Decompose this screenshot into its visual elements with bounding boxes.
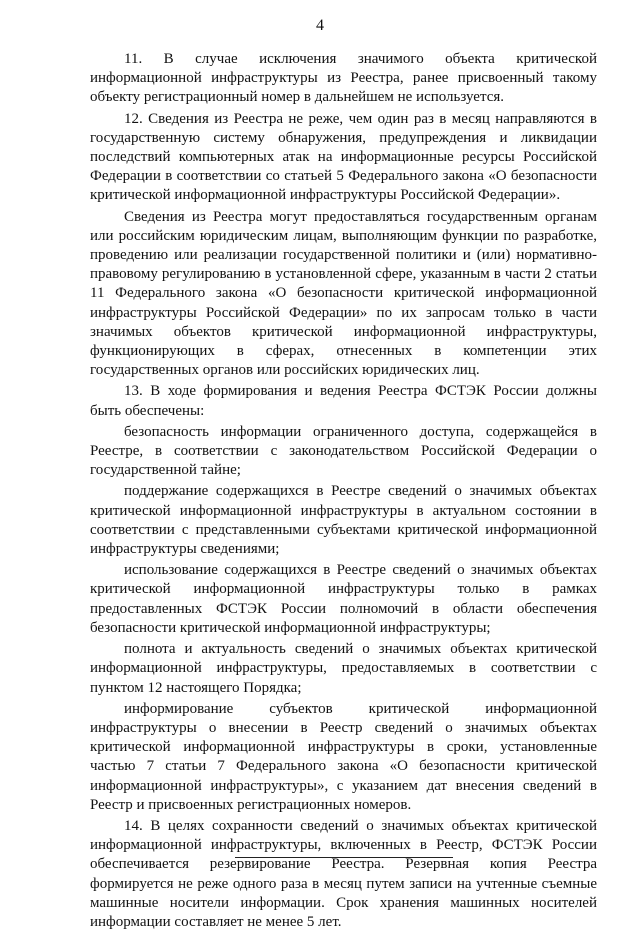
list-item-maintenance: поддержание содержащихся в Реестре сведений о значимых объектах критической информационной инфраструктуры в актуальном состоянии в соответствии с представленными субъектами критической информационной инфраструктуры сведениями; [90,483,597,558]
body-text [90,50,597,934]
list-item-usage: использование содержащихся в Реестре сведений о значимых объектах критической информационной инфраструктуры только в рамках предоставленных ФСТЭК России полномочий в области обеспечения безопасности критической информационной инфраструктуры; [90,562,597,636]
bottom-divider [235,857,453,858]
list-item-informing: информирование субъектов критической информационной инфраструктуры о внесении в Реестр сведений о значимых объектах критической информационной инфраструктуры в сроки, установленные частью 7 статьи 7 Федерального закона «О безопасности критической информационной инфраструктуры», с указанием дат внесения сведений в Реестр и присвоенных регистрационных номеров. [90,700,597,813]
paragraph-12-access: Сведения из Реестра могут предоставляться государственным органам или российским юридическим лицам, выполняющим функции по разработке, проведению или реализации государственной политики и (или) нормативно-правовому регулированию в установленной сфере, указанным в части 2 статьи 11 Федерального закона «О безопасности критической информационной инфраструктуры Российской Федерации» по их запросам только в части значимых объектов критической информационной инфраструктуры, функционирующих в сферах, отнесенных в компетенции этих государственных органов или российских юридических лиц. [90,208,597,379]
list-item-completeness: полнота и актуальность сведений о значимых объектах критической информационной инфраструктуры, предоставляемых в соответствии с пунктом 12 настоящего Порядка; [90,641,597,696]
list-item-security: безопасность информации ограниченного доступа, содержащейся в Реестре, в соответствии с законодательством Российской Федерации о государственной тайне; [90,423,597,479]
paragraph-11: 11. В случае исключения значимого объекта критической информационной инфраструктуры из Реестра, ранее присвоенный такому объекту регистрационный номер в дальнейшем не используется. [90,51,597,106]
paragraph-14: 14. В целях сохранности сведений о значимых объектах критической информационной инфраструктуры, включенных в Реестр, ФСТЭК России обеспечивается резервирование Реестра. Резервная копия Реестра формируется не реже одного раза в месяц путем записи на учтенные съемные машинные носители информации. Срок хранения машинных носителей информации составляет не менее 5 лет. [90,817,597,930]
paragraph-12: 12. Сведения из Реестра не реже, чем один раз в месяц направляются в государственную систему обнаружения, предупреждения и ликвидации последствий компьютерных атак на информационные ресурсы Российской Федерации в соответствии со статьей 5 Федерального закона «О безопасности критической информационной инфраструктуры Российской Федерации». [90,110,597,204]
page-number: 4 [316,17,324,34]
paragraph-13: 13. В ходе формирования и ведения Реестра ФСТЭК России должны быть обеспечены: [90,383,597,419]
